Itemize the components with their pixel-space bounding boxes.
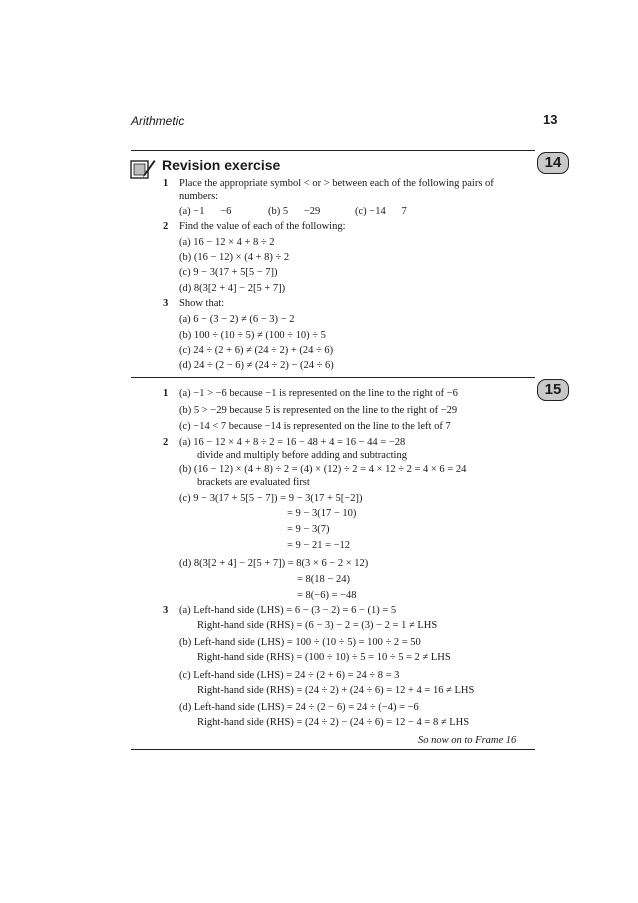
answer-line: (d) Left-hand side (LHS) = 24 ÷ (2 − 6) = 24 ÷ (−4) = −6 <box>179 702 419 713</box>
answer-line: (b) Left-hand side (LHS) = 100 ÷ (10 ÷ 5) = 100 ÷ 2 = 50 <box>179 637 421 648</box>
answer-note: brackets are evaluated first <box>197 477 310 488</box>
section-rule-top <box>131 150 535 151</box>
question-text: Find the value of each of the following: <box>179 221 346 232</box>
question-part: (c) 9 − 3(17 + 5[5 − 7]) <box>179 267 278 278</box>
answer-line: (b) (16 − 12) × (4 + 8) ÷ 2 = (4) × (12) ÷ 2 = 4 × 12 ÷ 2 = 4 × 6 = 24 <box>179 464 467 475</box>
question-part: (d) 24 ÷ (2 − 6) ≠ (24 ÷ 2) − (24 ÷ 6) <box>179 360 334 371</box>
frame-badge-15: 15 <box>537 379 569 401</box>
answer-line: (d) 8(3[2 + 4] − 2[5 + 7]) = 8(3 × 6 − 2 × 12) <box>179 558 369 569</box>
question-number: 2 <box>163 221 169 232</box>
section-rule-answers <box>131 377 535 378</box>
question-part: (b) (16 − 12) × (4 + 8) ÷ 2 <box>179 252 290 263</box>
answer-line: Right-hand side (RHS) = (24 ÷ 2) − (24 ÷ 6) = 12 − 4 = 8 ≠ LHS <box>197 717 470 728</box>
next-frame-link[interactable]: So now on to Frame 16 <box>418 735 517 746</box>
answer-line: = 9 − 3(17 − 10) <box>287 508 357 519</box>
question-part: (c) 24 ÷ (2 + 6) ≠ (24 ÷ 2) + (24 ÷ 6) <box>179 345 334 356</box>
question-part: (a) 6 − (3 − 2) ≠ (6 − 3) − 2 <box>179 314 295 325</box>
answer-line: (c) −14 < 7 because −14 is represented on the line to the left of 7 <box>179 421 451 432</box>
section-rule-bottom <box>131 749 535 750</box>
question-number: 3 <box>163 298 169 309</box>
answer-line: (a) −1 > −6 because −1 is represented on the line to the right of −6 <box>179 388 458 399</box>
answer-line: Right-hand side (RHS) = (24 ÷ 2) + (24 ÷ 6) = 12 + 4 = 16 ≠ LHS <box>197 685 475 696</box>
answer-line: (b) 5 > −29 because 5 is represented on the line to the right of −29 <box>179 405 458 416</box>
answer-number: 3 <box>163 605 169 616</box>
answer-line: = 9 − 3(7) <box>287 524 330 535</box>
page-number: 13 <box>543 112 558 127</box>
question-part: (a) −1 −6 <box>179 206 232 217</box>
question-part: (b) 100 ÷ (10 ÷ 5) ≠ (100 ÷ 10) ÷ 5 <box>179 330 326 341</box>
section-title: Revision exercise <box>162 157 281 173</box>
answer-number: 2 <box>163 437 169 448</box>
answer-note: divide and multiply before adding and subtracting <box>197 450 407 461</box>
question-text: Show that: <box>179 298 225 309</box>
answer-line: = 8(−6) = −48 <box>297 590 357 601</box>
question-part: (b) 5 −29 <box>268 206 321 217</box>
answer-line: Right-hand side (RHS) = (6 − 3) − 2 = (3) − 2 = 1 ≠ LHS <box>197 620 438 631</box>
revision-exercise-icon <box>130 158 156 180</box>
question-part: (a) 16 − 12 × 4 + 8 ÷ 2 <box>179 237 275 248</box>
question-part: (c) −14 7 <box>355 206 407 217</box>
answer-line: = 9 − 21 = −12 <box>287 540 351 551</box>
question-part: (d) 8(3[2 + 4] − 2[5 + 7]) <box>179 283 286 294</box>
answer-line: Right-hand side (RHS) = (100 ÷ 10) ÷ 5 = 10 ÷ 5 = 2 ≠ LHS <box>197 652 451 663</box>
answer-line: = 8(18 − 24) <box>297 574 350 585</box>
frame-badge-14: 14 <box>537 152 569 174</box>
question-number: 1 <box>163 178 169 189</box>
answer-line: (c) Left-hand side (LHS) = 24 ÷ (2 + 6) = 24 ÷ 8 = 3 <box>179 670 400 681</box>
answer-line: (a) Left-hand side (LHS) = 6 − (3 − 2) = 6 − (1) = 5 <box>179 605 397 616</box>
answer-number: 1 <box>163 388 169 399</box>
answer-line: (c) 9 − 3(17 + 5[5 − 7]) = 9 − 3(17 + 5[−2]) <box>179 493 363 504</box>
answer-line: (a) 16 − 12 × 4 + 8 ÷ 2 = 16 − 48 + 4 = 16 − 44 = −28 <box>179 437 406 448</box>
running-header-section: Arithmetic <box>131 114 185 128</box>
question-text: Place the appropriate symbol < or > between each of the following pairs of <box>179 178 494 189</box>
question-text: numbers: <box>179 191 219 202</box>
